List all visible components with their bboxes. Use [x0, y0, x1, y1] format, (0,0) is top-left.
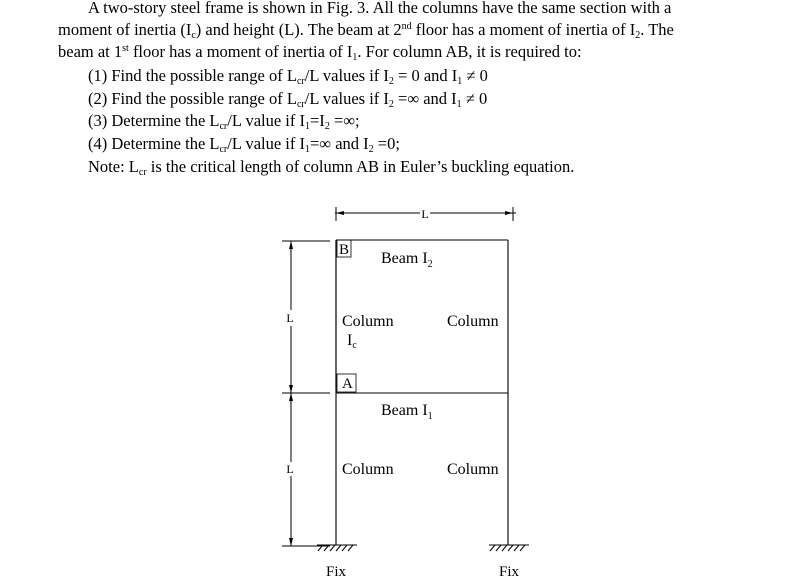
- height-label-upper: L: [286, 311, 294, 325]
- hatch-line: [348, 545, 353, 551]
- hatch-line: [342, 545, 347, 551]
- frame-members: [336, 240, 508, 545]
- problem-text: =∞ and I: [310, 134, 369, 153]
- column-inertia-subscript: c: [352, 340, 357, 351]
- subscript: cr: [296, 99, 305, 110]
- subscript: 1: [305, 144, 310, 155]
- hatch-line: [490, 545, 495, 551]
- problem-text: ≠ 0: [462, 66, 488, 85]
- subscript: 2: [635, 30, 641, 41]
- fix-label-right: Fix: [498, 564, 520, 580]
- hatch-line: [508, 545, 513, 551]
- column-inertia-label: [347, 332, 357, 351]
- subscript: c: [191, 30, 196, 41]
- problem-text: =0;: [373, 134, 400, 153]
- span-arrow-left: [336, 211, 344, 215]
- beam-1-subscript: 1: [427, 411, 433, 422]
- beam-2-label: [381, 250, 433, 270]
- node-a-label: A: [342, 376, 353, 392]
- column-label-left-bottom: Column: [342, 461, 394, 478]
- subscript: cr: [219, 144, 228, 155]
- hatch-line: [502, 545, 507, 551]
- problem-text: floor has a moment of inertia of I: [411, 20, 636, 39]
- beam-1-label: [381, 402, 433, 422]
- height-arrow-top: [289, 241, 293, 249]
- column-inertia-text: I: [347, 332, 353, 349]
- problem-text: ) and height (L). The beam at 2: [195, 20, 402, 39]
- node-b-label: B: [339, 242, 350, 258]
- hatch-line: [330, 545, 335, 551]
- problem-text: = 0 and I: [393, 66, 458, 85]
- problem-text: (1) Find the possible range of L: [88, 66, 297, 85]
- superscript: st: [122, 43, 129, 54]
- fixed-support-right: [489, 545, 529, 551]
- column-label-right-bottom: Column: [447, 461, 499, 478]
- subscript: 2: [324, 121, 330, 132]
- height-label-lower: L: [286, 462, 294, 476]
- hatch-line: [514, 545, 519, 551]
- problem-text: is the critical length of column AB in Euler’s buckling equation.: [146, 157, 575, 176]
- problem-text: =I: [310, 111, 325, 130]
- problem-text: /L value if I: [227, 134, 305, 153]
- beam-1-label-text: Beam I: [381, 402, 428, 419]
- subscript: 2: [388, 99, 394, 110]
- span-label: L: [421, 207, 429, 221]
- problem-text: =∞;: [329, 111, 360, 130]
- problem-text: . The: [640, 20, 674, 39]
- problem-text: moment of inertia (I: [58, 20, 192, 39]
- span-arrow-right: [505, 211, 513, 215]
- problem-text: /L value if I: [227, 111, 305, 130]
- superscript: nd: [401, 21, 412, 32]
- problem-text: /L values if I: [304, 66, 389, 85]
- height-arrow-mid-up: [289, 385, 293, 393]
- problem-text: floor has a moment of inertia of I: [128, 42, 353, 61]
- subscript: 2: [388, 76, 394, 87]
- subscript: 1: [352, 52, 358, 63]
- subscript: 2: [368, 144, 374, 155]
- subscript: cr: [138, 167, 147, 178]
- fix-label-left: Fix: [325, 564, 347, 580]
- column-label-right-top: Column: [447, 313, 499, 330]
- problem-text: =∞ and I: [393, 89, 457, 108]
- beam-2-label-text: Beam I: [381, 250, 428, 267]
- problem-text: ≠ 0: [461, 89, 488, 108]
- height-arrow-bottom: [289, 538, 293, 546]
- subscript: 1: [305, 121, 310, 132]
- subscript: 1: [457, 76, 463, 87]
- height-dimension: [282, 241, 330, 546]
- hatch-line: [520, 545, 525, 551]
- problem-text: beam at 1: [58, 42, 123, 61]
- height-arrow-mid-down: [289, 393, 293, 401]
- problem-text: A two-story steel frame is shown in Fig. 3. All the columns have the same section with a: [88, 0, 672, 17]
- problem-text: /L values if I: [304, 89, 389, 108]
- beam-2-subscript: 2: [427, 259, 433, 270]
- problem-text: (2) Find the possible range of L: [88, 89, 297, 108]
- subscript: cr: [219, 121, 228, 132]
- subscript: cr: [296, 76, 305, 87]
- problem-text: . For column AB, it is required to:: [357, 42, 582, 61]
- hatch-line: [336, 545, 341, 551]
- subscript: 1: [456, 99, 462, 110]
- problem-text: (3) Determine the L: [88, 111, 220, 130]
- problem-text: Note: L: [88, 157, 139, 176]
- column-label-left-top: Column: [342, 313, 394, 330]
- problem-text: (4) Determine the L: [88, 134, 220, 153]
- hatch-line: [496, 545, 501, 551]
